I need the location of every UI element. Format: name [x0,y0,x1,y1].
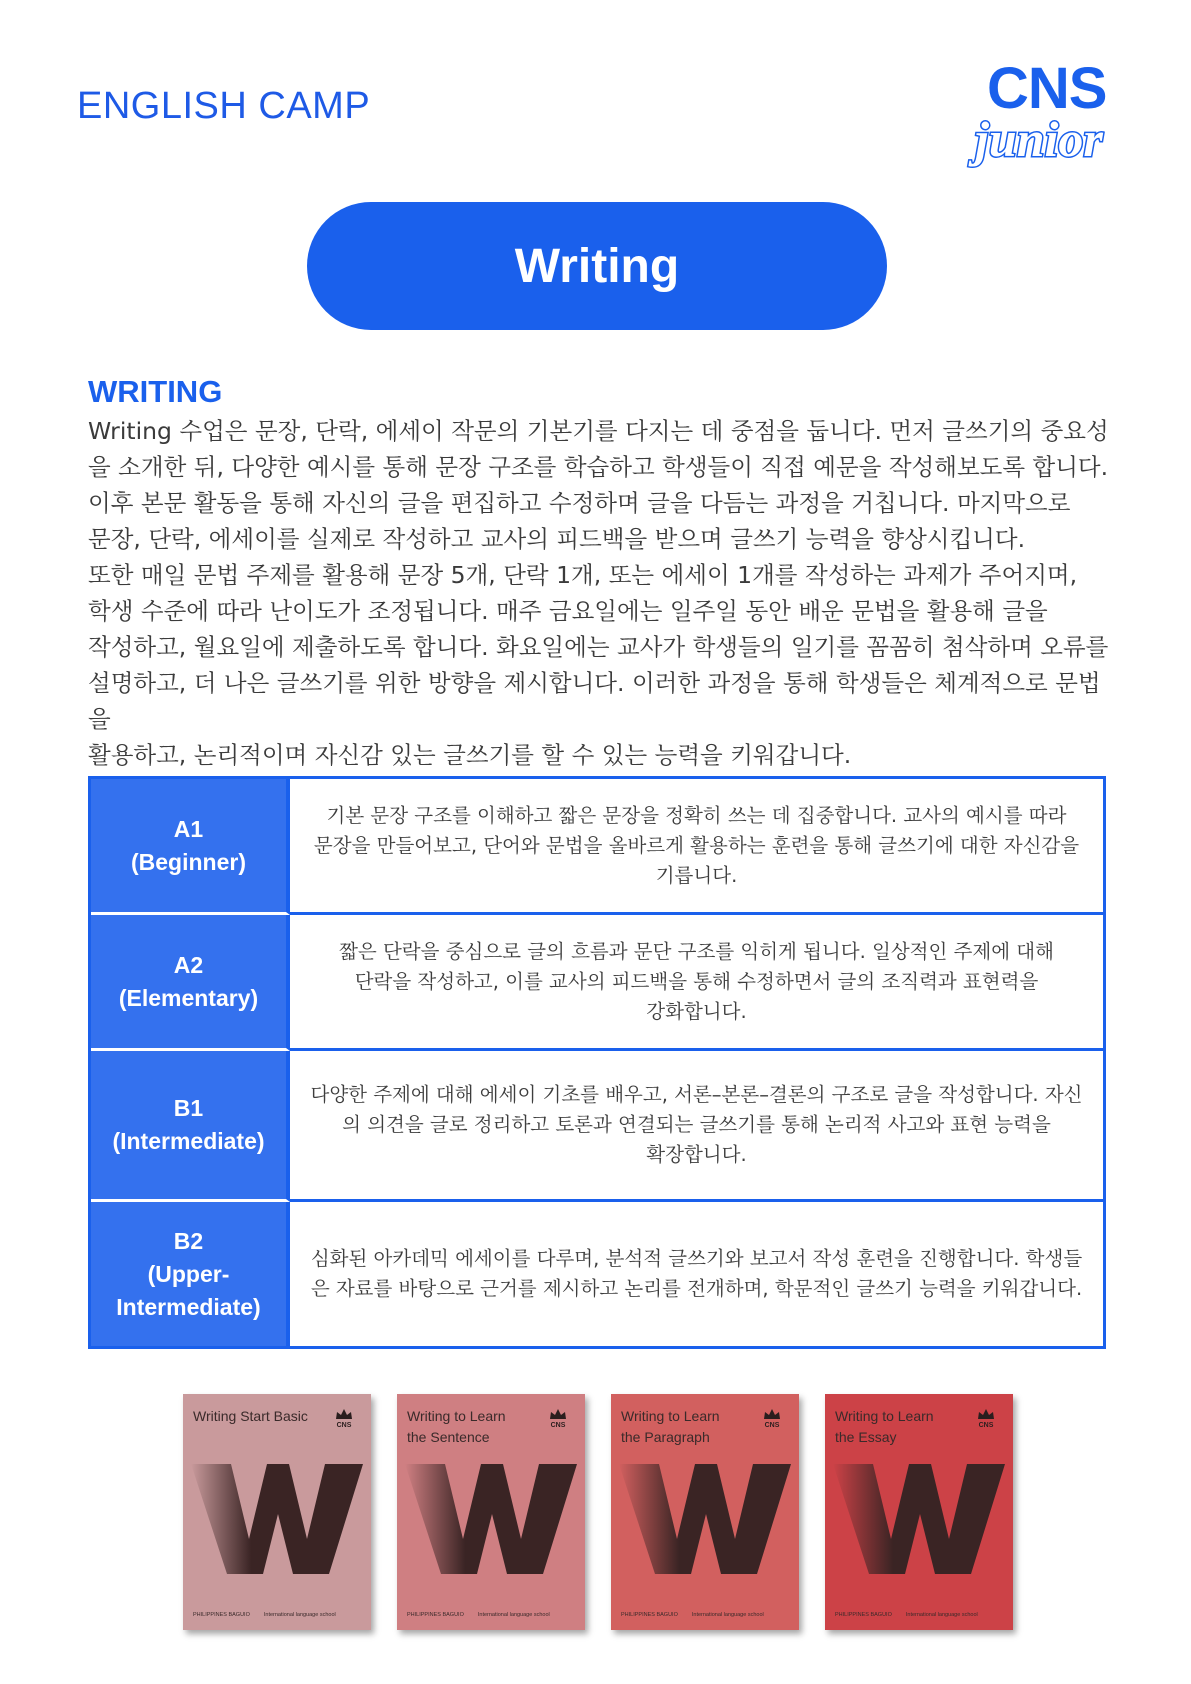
level-desc-b2 [290,1202,1103,1346]
level-label-text: A1 (Beginner) [131,815,246,875]
level-label-text: B1 (Intermediate) [112,1095,265,1154]
crown-icon [548,1408,568,1420]
book-logo-text: CNS [336,1422,352,1429]
book-footer-right: International language school [263,1612,336,1618]
level-label-a2 [91,915,290,1051]
book-logo [331,1408,357,1434]
book-title: Writing to Learn the Paragraph [621,1408,720,1445]
logo-cns-text: CNS [987,58,1107,121]
book-footer [193,1612,361,1618]
section-heading: WRITING [88,374,223,409]
book-cover-sentence [397,1394,585,1630]
book-footer-left: PHILIPPINES BAGUIO [835,1612,892,1618]
level-label-a1 [91,779,290,915]
book-logo-text: CNS [550,1422,566,1429]
level-desc-a1 [290,779,1103,915]
book-title: Writing Start Basic [193,1408,308,1424]
book-covers [183,1394,1013,1634]
book-title: Writing to Learn the Essay [835,1408,934,1445]
book-footer-right: International language school [905,1612,978,1618]
book-footer [621,1612,789,1618]
writing-pill-title [307,202,887,330]
book-cover-paragraph [611,1394,799,1630]
logo-junior-text: junior [975,111,1103,167]
book-footer-left: PHILIPPINES BAGUIO [407,1612,464,1618]
book-footer-right: International language school [477,1612,550,1618]
body-text [88,413,1118,773]
w-letter-graphic [611,1459,799,1579]
level-desc-text: 다양한 주제에 대해 에세이 기초를 배우고, 서론–본론–결론의 구조로 글을 작성합니다. 자신 의 의견을 글로 정리하고 토론과 연결되는 글쓰기를 통해 논리적 사고와 표현 능력을 확장합니다. [310,1083,1083,1166]
book-logo [973,1408,999,1434]
book-cover-essay [825,1394,1013,1630]
level-desc-text: 심화된 아카데믹 에세이를 다루며, 분석적 글쓰기와 보고서 작성 훈련을 진행합니다. 학생들 은 자료를 바탕으로 근거를 제시하고 논리를 전개하며, 학문적인 글쓰기 능력을 키워갑니다. [310,1247,1083,1300]
cns-junior-logo [965,58,1135,178]
level-desc-b1 [290,1051,1103,1202]
header-title: ENGLISH CAMP [77,85,371,127]
level-desc-text: 짧은 단락을 중심으로 글의 흐름과 문단 구조를 익히게 됩니다. 일상적인 주제에 대해 단락을 작성하고, 이를 교사의 피드백을 통해 수정하면서 글의 조직력과 표현력을 강화합니다. [339,939,1054,1023]
book-footer [835,1612,1003,1618]
pill-label: Writing [514,239,680,293]
crown-icon [334,1408,354,1420]
level-label-b1 [91,1051,290,1202]
level-label-text: A2 (Elementary) [118,951,259,1011]
book-cover-start-basic [183,1394,371,1630]
book-title: Writing to Learn the Sentence [407,1408,506,1445]
level-desc-text: 기본 문장 구조를 이해하고 짧은 문장을 정확히 쓰는 데 집중합니다. 교사의 예시를 따라 문장을 만들어보고, 단어와 문법을 올바르게 활용하는 훈련을 통해 글쓰기에 대한 자신감을 기릅니다. [313,803,1080,887]
w-letter-graphic [183,1459,371,1579]
body-paragraph-2: 또한 매일 문법 주제를 활용해 문장 5개, 단락 1개, 또는 에세이 1개를 작성하는 과제가 주어지며, 학생 수준에 따라 난이도가 조정됩니다. 매주 금요일에는 일주일 동안 배운 문법을 활용해 글을 작성하고, 월요일에 제출하도록 합니다. 화요일에는 교사가 학생들의 일기를 꼼꼼히 첨삭하며 오류를 설명하고, 더 나은 글쓰기를 위한 방향을 제시합니다. 이러한 과정을 통해 학생들은 체계적으로 문법을 활용하고, 논리적이며 자신감 있는 글쓰기를 할 수 있는 능력을 키워갑니다. [88,561,1109,769]
level-label-text: B2 (Upper- Intermediate) [116,1227,261,1320]
book-logo [545,1408,571,1434]
level-label-b2 [91,1202,290,1346]
levels-table [88,776,1106,1349]
level-desc-a2 [290,915,1103,1051]
w-letter-graphic [397,1459,585,1579]
book-logo [759,1408,785,1434]
body-paragraph-1: Writing 수업은 문장, 단락, 에세이 작문의 기본기를 다지는 데 중점을 둡니다. 먼저 글쓰기의 중요성 을 소개한 뒤, 다양한 예시를 통해 문장 구조를 학습하고 학생들이 직접 예문을 작성해보도록 합니다. 이후 본문 활동을 통해 자신의 글을 편집하고 수정하며 글을 다듬는 과정을 거칩니다. 마지막으로 문장, 단락, 에세이를 실제로 작성하고 교사의 피드백을 받으며 글쓰기 능력을 향상시킵니다. [88,417,1109,553]
book-logo-text: CNS [764,1422,780,1429]
book-logo-text: CNS [978,1422,994,1429]
book-footer [407,1612,575,1618]
book-footer-left: PHILIPPINES BAGUIO [621,1612,678,1618]
crown-icon [762,1408,782,1420]
book-footer-left: PHILIPPINES BAGUIO [193,1612,250,1618]
crown-icon [976,1408,996,1420]
w-letter-graphic [825,1459,1013,1579]
book-footer-right: International language school [691,1612,764,1618]
